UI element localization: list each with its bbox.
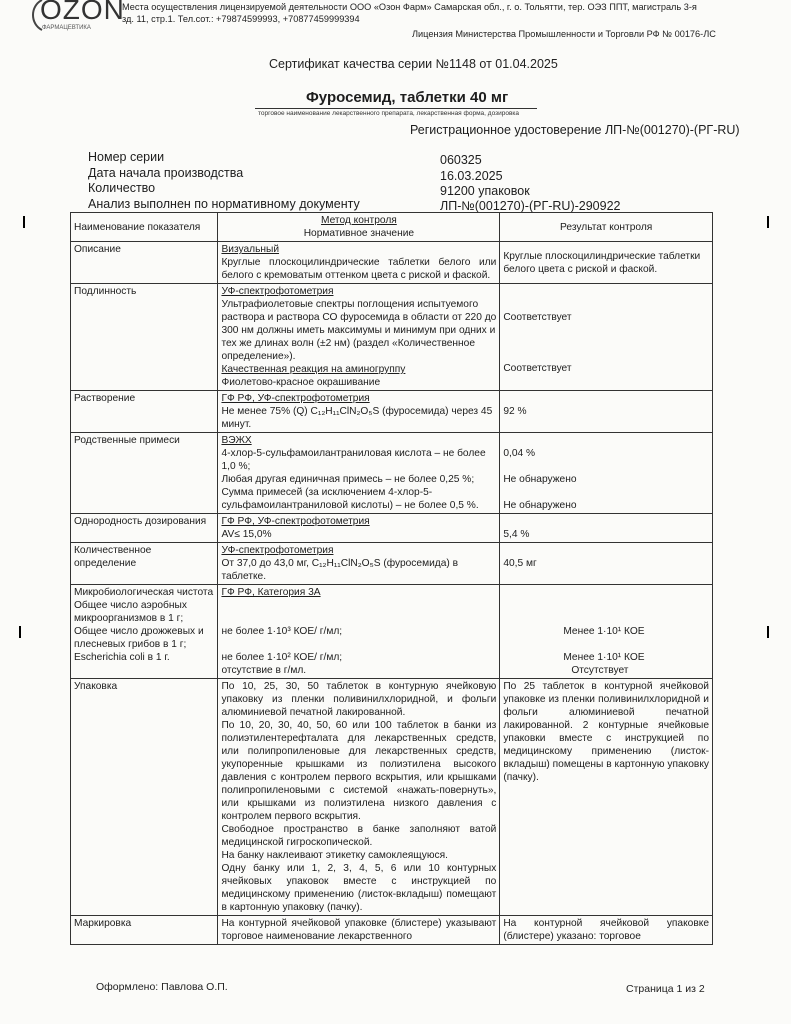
table-row-identity [71, 284, 713, 391]
row-result [500, 433, 713, 514]
header-address-line1: Места осуществления лицензируемой деятельности ООО «Озон Фарм» Самарская обл., г. о. Тольятти, тер. ОЭЗ ППТ, магистраль 3-я [122, 2, 697, 12]
sub-name: Общее число аэробных микроорганизмов в 1 г; [74, 600, 187, 624]
row-method-norm [218, 916, 500, 945]
header-result: Результат контроля [500, 213, 713, 242]
method: Качественная реакция на аминогруппу [221, 364, 406, 375]
info-label-quantity: Количество [88, 181, 156, 195]
header-address-line2: зд. 11, стр.1. Тел.сот.: +79874599993, +70877459999394 [122, 14, 360, 24]
row-method-norm [218, 585, 500, 679]
row-method-norm [218, 391, 500, 433]
row-result [500, 679, 713, 916]
info-value-quantity: 91200 упаковок [440, 184, 530, 198]
info-value-production-date: 16.03.2025 [440, 169, 503, 183]
norm: Сумма примесей (за исключением 4-хлор-5-сульфамоилантраниловой кислоты) – не более 0,5 %. [221, 487, 479, 511]
norm: Не менее 75% (Q) C₁₂H₁₁ClN₂O₅S (фуросемида) через 45 минут. [221, 406, 493, 430]
product-title-rule [255, 108, 537, 109]
row-name: Описание [71, 242, 218, 284]
norm: не более 1·10³ КОЕ/ г/мл; [221, 626, 343, 637]
row-method-norm [218, 433, 500, 514]
company-logo [28, 0, 125, 32]
row-result [500, 391, 713, 433]
table-row-packaging [71, 679, 713, 916]
row-name: Растворение [71, 391, 218, 433]
row-method-norm [218, 679, 500, 916]
row-result [500, 284, 713, 391]
norm: Ультрафиолетовые спектры поглощения испытуемого раствора и раствора СО фуросемида в области от 220 до 300 нм должны иметь максимумы и минимум при одних и тех же длинах волн (±2 нм) (раздел «Количественное определение»). [221, 299, 497, 362]
margin-mark [23, 216, 25, 228]
method: Визуальный [221, 244, 280, 255]
norm: По 10, 20, 30, 40, 50, 60 или 100 таблеток в банки из полиэтилентерефталата для лекарственных средств, или полипропиленовые для лекарственных средств, укупоренные крышками из полиэтилена высокого давления с контролем первого вскрытия, или крышками полипропиленовыми с системой «нажать-повернуть», или крышками из полиэтилена низкого давления с контролем первого вскрытия. [221, 720, 497, 822]
norm: не более 1·10² КОЕ/ г/мл; [221, 652, 343, 663]
row-name-main: Микробиологическая чистота [74, 587, 214, 598]
table-header-row [71, 213, 713, 242]
header-norm-label: Нормативное значение [303, 228, 415, 239]
logo-text: OZON [40, 0, 125, 25]
margin-mark [767, 626, 769, 638]
info-label-production-date: Дата начала производства [88, 166, 244, 180]
info-label-normative-doc: Анализ выполнен по нормативному документу [88, 197, 360, 211]
result: 92 % [503, 406, 527, 417]
norm: Свободное пространство в банке заполняют ватой медицинской гигроскопической. [221, 824, 497, 848]
result: Не обнаружено [503, 474, 577, 485]
row-name: Количественное определение [71, 543, 218, 585]
result: По 25 таблеток в контурной ячейковой упаковке из пленки поливинилхлоридной и фольги алюминиевой печатной лакированной. 2 контурные ячейковые упаковки вместе с инструкцией по медицинскому применению (листок-вкладыш) помещены в картонную упаковку (пачку). [503, 681, 709, 783]
norm: От 37,0 до 43,0 мг, C₁₂H₁₁ClN₂O₅S (фуросемида) в таблетке. [221, 558, 459, 582]
norm: Фиолетово-красное окрашивание [221, 377, 381, 388]
norm: Круглые плоскоцилиндрические таблетки белого или белого с кремоватым оттенком цвета с риской и фаской. [221, 257, 497, 281]
result: 5,4 % [503, 529, 530, 540]
row-name: Упаковка [71, 679, 218, 916]
result: 40,5 мг [503, 558, 537, 569]
table-row-assay [71, 543, 713, 585]
method: ГФ РФ, Категория 3А [221, 587, 321, 598]
row-result [500, 916, 713, 945]
header-indicator-name: Наименование показателя [71, 213, 218, 242]
result: Менее 1·10¹ КОЕ [563, 626, 645, 637]
table-row-dose-uniformity [71, 514, 713, 543]
row-method-norm [218, 514, 500, 543]
method: ГФ РФ, УФ-спектрофотометрия [221, 516, 370, 527]
certificate-number: Сертификат качества серии №1148 от 01.04.2025 [269, 57, 558, 71]
margin-mark [19, 626, 21, 638]
norm: AV≤ 15,0% [221, 529, 272, 540]
norm: 4-хлор-5-сульфамоилантраниловая кислота – не более 1,0 %; [221, 448, 486, 472]
method: ВЭЖХ [221, 435, 252, 446]
info-value-series: 060325 [440, 153, 482, 167]
row-name: Подлинность [71, 284, 218, 391]
norm: На контурной ячейковой упаковке (блистере) указывают торговое наименование лекарственного [221, 918, 497, 942]
table-row-dissolution [71, 391, 713, 433]
norm: На банку наклеивают этикетку самоклеящуюся. [221, 850, 448, 861]
sub-name: Общее число дрожжевых и плесневых грибов в 1 г; [74, 626, 204, 650]
header-method [218, 213, 500, 242]
row-name [71, 585, 218, 679]
result: Соответствует [503, 363, 572, 374]
info-value-normative-doc: ЛП-№(001270)-(РГ-RU)-290922 [440, 199, 621, 213]
row-method-norm [218, 242, 500, 284]
footer-prepared-by: Оформлено: Павлова О.П. [96, 981, 228, 993]
method: ГФ РФ, УФ-спектрофотометрия [221, 393, 370, 404]
norm: Любая другая единичная примесь – не более 0,25 %; [221, 474, 475, 485]
product-caption: торговое наименование лекарственного препарата, лекарственная форма, дозировка [258, 110, 520, 117]
result: 0,04 % [503, 448, 536, 459]
logo-subtitle: ФАРМАЦЕВТИКА [42, 25, 91, 31]
result: На контурной ячейковой упаковке (блистере) указано: торговое [503, 918, 709, 942]
table-row-marking [71, 916, 713, 945]
norm: Одну банку или 1, 2, 3, 4, 5, 6 или 10 контурных ячейковых упаковок вместе с инструкцией по медицинскому применению (листок-вкладыш) помещают в картонную упаковку (пачку). [221, 863, 497, 913]
registration-certificate: Регистрационное удостоверение ЛП-№(001270)-(РГ-RU) [410, 123, 740, 137]
row-method-norm [218, 284, 500, 391]
sub-name: Escherichia coli в 1 г. [74, 652, 170, 663]
row-name: Маркировка [71, 916, 218, 945]
row-name: Однородность дозирования [71, 514, 218, 543]
quality-control-table [70, 212, 713, 945]
header-license: Лицензия Министерства Промышленности и Торговли РФ № 00176-ЛС [412, 29, 716, 39]
table-row-description [71, 242, 713, 284]
result: Соответствует [503, 312, 572, 323]
row-result [500, 543, 713, 585]
table-row-impurities [71, 433, 713, 514]
product-title: Фуросемид, таблетки 40 мг [306, 89, 509, 106]
result: Не обнаружено [503, 500, 577, 511]
method: УФ-спектрофотометрия [221, 545, 334, 556]
margin-mark [767, 216, 769, 228]
row-result [500, 242, 713, 284]
info-label-series: Номер серии [88, 150, 165, 164]
row-result [500, 585, 713, 679]
header-method-label: Метод контроля [320, 215, 397, 226]
norm: По 10, 25, 30, 50 таблеток в контурную ячейковую упаковку из пленки поливинилхлоридной, и фольги алюминиевой печатной лакированной. [221, 681, 497, 718]
result: Круглые плоскоцилиндрические таблетки белого цвета с риской и фаской. [503, 250, 701, 275]
result: Отсутствует [571, 665, 629, 676]
method: УФ-спектрофотометрия [221, 286, 334, 297]
row-result [500, 514, 713, 543]
norm: отсутствие в г/мл. [221, 665, 307, 676]
footer-page-number: Страница 1 из 2 [626, 983, 705, 995]
row-method-norm [218, 543, 500, 585]
result: Менее 1·10¹ КОЕ [563, 652, 645, 663]
table-row-microbiology [71, 585, 713, 679]
row-name: Родственные примеси [71, 433, 218, 514]
